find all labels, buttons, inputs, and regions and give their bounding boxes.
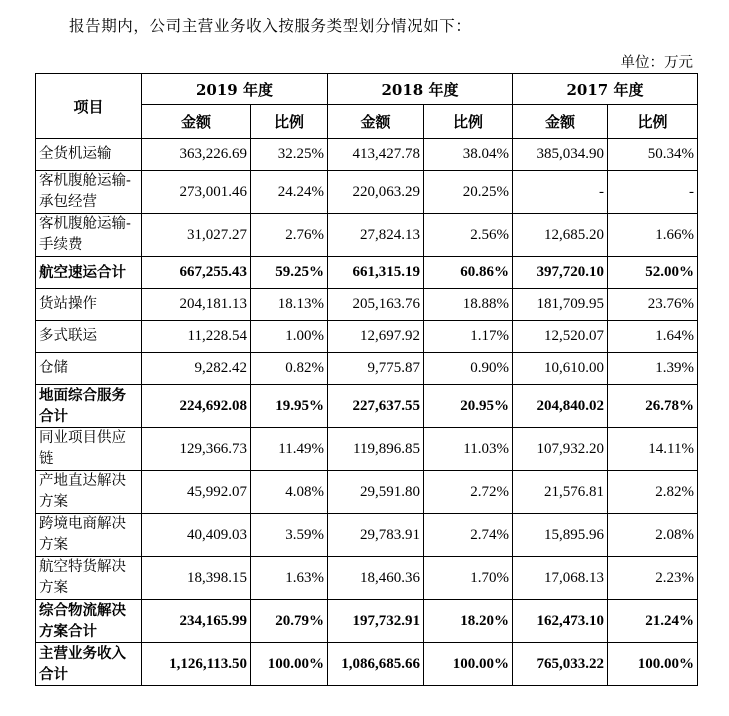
amount-cell: 234,165.99 (142, 600, 251, 643)
ratio-cell: 60.86% (424, 257, 513, 289)
ratio-cell: 2.56% (424, 214, 513, 257)
ratio-cell: 59.25% (251, 257, 328, 289)
table-row (36, 600, 698, 643)
table-row (36, 353, 698, 385)
amount-cell: 27,824.13 (328, 214, 424, 257)
amount-cell: 12,697.92 (328, 321, 424, 353)
ratio-cell: 1.00% (251, 321, 328, 353)
amount-cell: 10,610.00 (513, 353, 608, 385)
ratio-cell: 38.04% (424, 139, 513, 171)
ratio-cell: 18.88% (424, 289, 513, 321)
amount-cell: 220,063.29 (328, 171, 424, 214)
table-row (36, 385, 698, 428)
amount-cell: 667,255.43 (142, 257, 251, 289)
ratio-cell: 2.08% (608, 514, 698, 557)
amount-cell: 29,591.80 (328, 471, 424, 514)
ratio-cell: 11.49% (251, 428, 328, 471)
intro-text: 报告期内，公司主营业务收入按服务类型划分情况如下： (69, 17, 472, 35)
ratio-cell: 26.78% (608, 385, 698, 428)
row-item-label: 同业项目供应链 (36, 428, 142, 471)
year-header-2018: 2018 年度 (328, 74, 513, 105)
amount-cell: 385,034.90 (513, 139, 608, 171)
amount-cell: 15,895.96 (513, 514, 608, 557)
ratio-cell: 0.90% (424, 353, 513, 385)
ratio-cell: 18.20% (424, 600, 513, 643)
table-row (36, 139, 698, 171)
amount-header: 金额 (328, 105, 424, 139)
table-body (36, 139, 698, 686)
ratio-cell: 23.76% (608, 289, 698, 321)
amount-cell: 197,732.91 (328, 600, 424, 643)
row-item-label: 客机腹舱运输-承包经营 (36, 171, 142, 214)
row-item-label: 全货机运输 (36, 139, 142, 171)
table-row (36, 289, 698, 321)
revenue-table (35, 73, 698, 686)
ratio-cell: 1.63% (251, 557, 328, 600)
amount-cell: 661,315.19 (328, 257, 424, 289)
amount-cell: 162,473.10 (513, 600, 608, 643)
year-header-2017: 2017 年度 (513, 74, 698, 105)
amount-cell: 129,366.73 (142, 428, 251, 471)
amount-cell: 224,692.08 (142, 385, 251, 428)
ratio-cell: 14.11% (608, 428, 698, 471)
amount-cell: 18,460.36 (328, 557, 424, 600)
row-item-label: 航空特货解决方案 (36, 557, 142, 600)
amount-cell: 17,068.13 (513, 557, 608, 600)
table-row (36, 557, 698, 600)
ratio-cell: 20.95% (424, 385, 513, 428)
amount-cell: 119,896.85 (328, 428, 424, 471)
ratio-cell: 19.95% (251, 385, 328, 428)
amount-cell: 45,992.07 (142, 471, 251, 514)
amount-cell: 9,775.87 (328, 353, 424, 385)
amount-cell: 204,181.13 (142, 289, 251, 321)
table-row (36, 321, 698, 353)
amount-header: 金额 (513, 105, 608, 139)
row-item-label: 航空速运合计 (36, 257, 142, 289)
amount-cell: 12,685.20 (513, 214, 608, 257)
amount-header: 金额 (142, 105, 251, 139)
row-item-label: 跨境电商解决方案 (36, 514, 142, 557)
ratio-cell: 2.74% (424, 514, 513, 557)
ratio-cell: 1.70% (424, 557, 513, 600)
row-item-label: 主营业务收入合计 (36, 643, 142, 686)
amount-cell: 31,027.27 (142, 214, 251, 257)
table-row (36, 428, 698, 471)
ratio-cell: 2.72% (424, 471, 513, 514)
table-row (36, 643, 698, 686)
ratio-cell: 2.23% (608, 557, 698, 600)
year-header-2019: 2019 年度 (142, 74, 328, 105)
amount-cell: 18,398.15 (142, 557, 251, 600)
unit-label: 单位：万元 (620, 55, 693, 71)
ratio-cell: 100.00% (424, 643, 513, 686)
ratio-header: 比例 (251, 105, 328, 139)
amount-cell: 1,086,685.66 (328, 643, 424, 686)
amount-cell: 181,709.95 (513, 289, 608, 321)
ratio-cell: 100.00% (251, 643, 328, 686)
ratio-header: 比例 (424, 105, 513, 139)
row-item-label: 仓储 (36, 353, 142, 385)
row-item-label: 客机腹舱运输-手续费 (36, 214, 142, 257)
ratio-cell: 18.13% (251, 289, 328, 321)
ratio-cell: 21.24% (608, 600, 698, 643)
amount-cell: - (513, 171, 608, 214)
table-row (36, 171, 698, 214)
row-item-label: 地面综合服务合计 (36, 385, 142, 428)
ratio-cell: 32.25% (251, 139, 328, 171)
amount-cell: 11,228.54 (142, 321, 251, 353)
amount-cell: 1,126,113.50 (142, 643, 251, 686)
amount-cell: 397,720.10 (513, 257, 608, 289)
ratio-cell: 1.39% (608, 353, 698, 385)
ratio-cell: 1.66% (608, 214, 698, 257)
amount-cell: 205,163.76 (328, 289, 424, 321)
ratio-cell: 52.00% (608, 257, 698, 289)
ratio-cell: 0.82% (251, 353, 328, 385)
ratio-cell: 1.17% (424, 321, 513, 353)
ratio-cell: 20.25% (424, 171, 513, 214)
ratio-cell: 4.08% (251, 471, 328, 514)
ratio-cell: 2.82% (608, 471, 698, 514)
amount-cell: 227,637.55 (328, 385, 424, 428)
amount-cell: 12,520.07 (513, 321, 608, 353)
ratio-cell: 100.00% (608, 643, 698, 686)
amount-cell: 29,783.91 (328, 514, 424, 557)
row-item-label: 多式联运 (36, 321, 142, 353)
row-item-label: 产地直达解决方案 (36, 471, 142, 514)
amount-cell: 9,282.42 (142, 353, 251, 385)
amount-cell: 107,932.20 (513, 428, 608, 471)
table-row (36, 214, 698, 257)
ratio-cell: 11.03% (424, 428, 513, 471)
amount-cell: 413,427.78 (328, 139, 424, 171)
row-item-label: 货站操作 (36, 289, 142, 321)
ratio-cell: 50.34% (608, 139, 698, 171)
amount-cell: 204,840.02 (513, 385, 608, 428)
ratio-header: 比例 (608, 105, 698, 139)
ratio-cell: 2.76% (251, 214, 328, 257)
amount-cell: 765,033.22 (513, 643, 608, 686)
amount-cell: 363,226.69 (142, 139, 251, 171)
table-row (36, 257, 698, 289)
ratio-cell: 24.24% (251, 171, 328, 214)
table-row (36, 514, 698, 557)
amount-cell: 40,409.03 (142, 514, 251, 557)
ratio-cell: - (608, 171, 698, 214)
amount-cell: 21,576.81 (513, 471, 608, 514)
table-row (36, 471, 698, 514)
row-item-label: 综合物流解决方案合计 (36, 600, 142, 643)
ratio-cell: 3.59% (251, 514, 328, 557)
ratio-cell: 20.79% (251, 600, 328, 643)
ratio-cell: 1.64% (608, 321, 698, 353)
item-header: 项目 (36, 74, 142, 139)
amount-cell: 273,001.46 (142, 171, 251, 214)
